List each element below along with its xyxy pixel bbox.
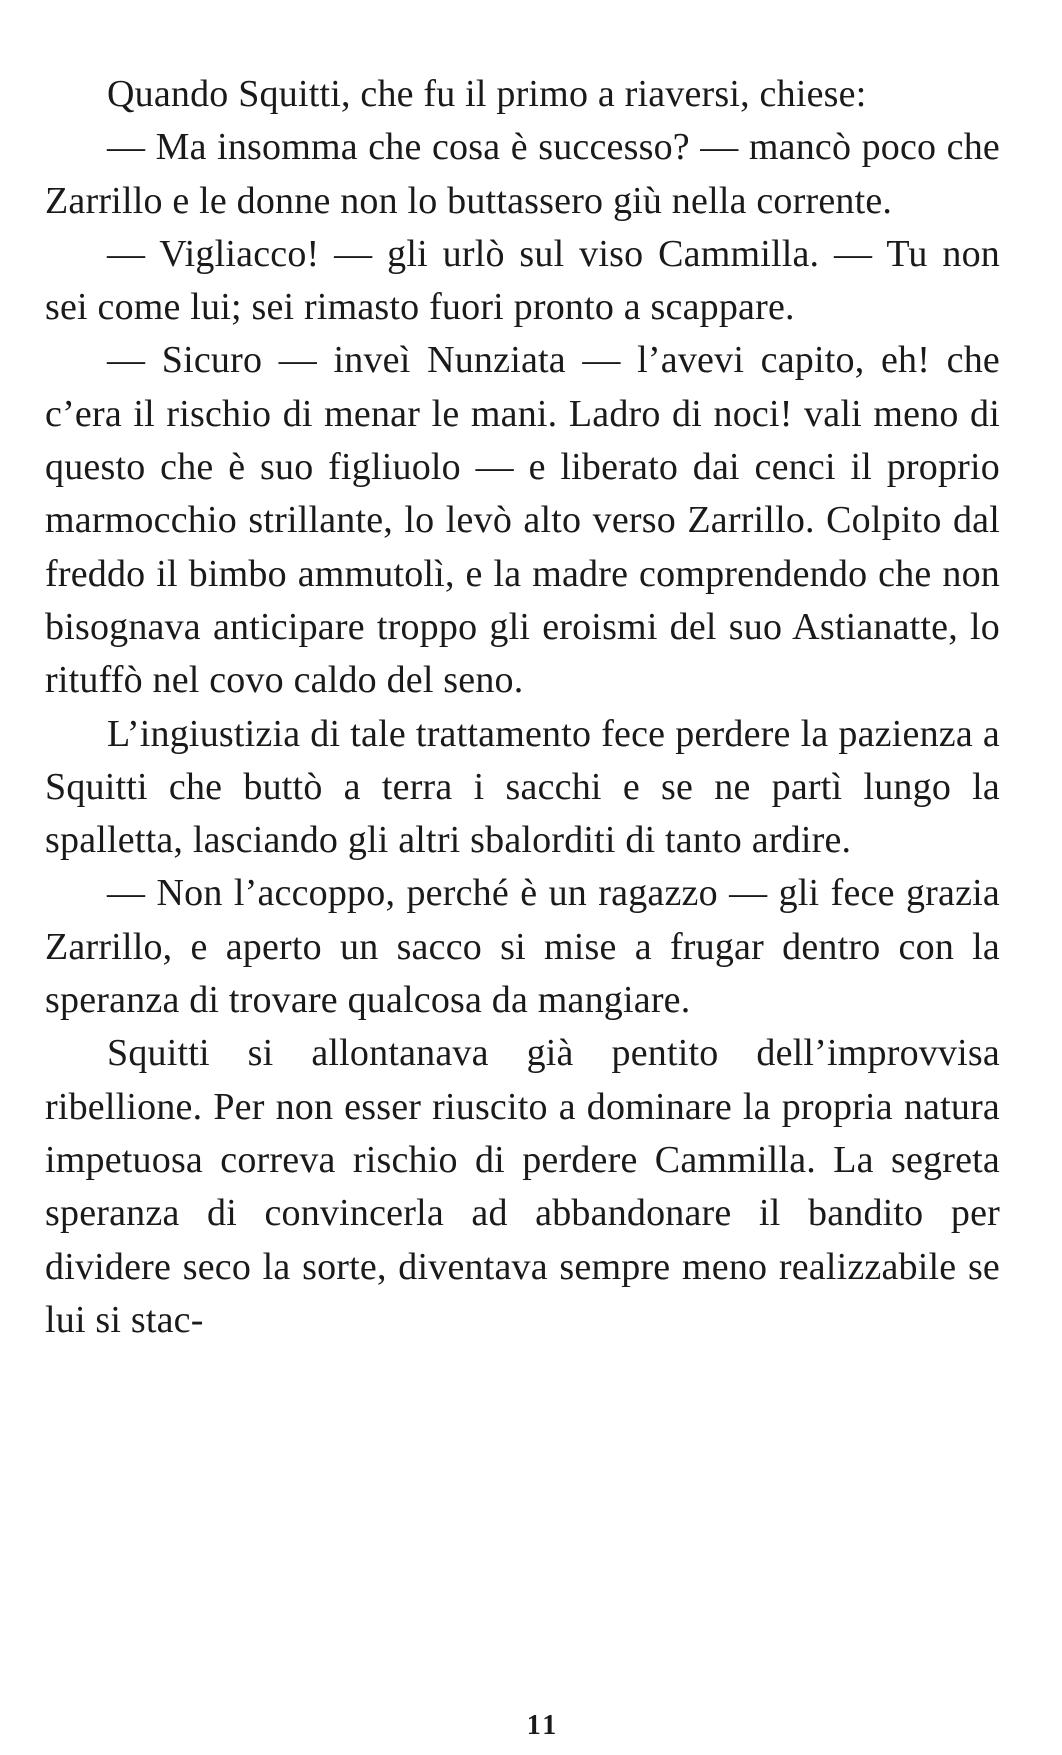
paragraph-5: L’ingiustizia di tale trattamento fece perdere la pazienza a Squitti che buttò a terra i sacchi e se ne partì lungo la spalletta, lasciando gli altri sbalorditi di tanto ardire. — [45, 712, 1000, 862]
page-number: 11 — [526, 1710, 560, 1741]
paragraph-1: Quando Squitti, che fu il primo a riaversi, chiese: — [107, 73, 867, 115]
paragraph-4: — Sicuro — inveì Nunziata — l’avevi capito, eh! che c’era il rischio di menar le mani. Ladro di noci! vali meno di questo che è suo figliuolo — e liberato dai cenci il proprio marmocchio strillante, lo levò alto verso Zarrillo. Colpito dal freddo il bimbo ammutolì, e la madre comprendendo che non bisognava anticipare troppo gli eroismi del suo Astianatte, lo rituffò nel covo caldo del seno. — [45, 339, 1000, 702]
paragraph-7: Squitti si allontanava già pentito dell’improvvisa ribellione. Per non esser riuscito a dominare la propria natura impetuosa correva rischio di perdere Cammilla. La segreta speranza di convincerla ad abbandonare il bandito per dividere seco la sorte, diventava sempre meno realizzabile se lui si stac- — [45, 1032, 1000, 1341]
paragraph-2: — Ma insomma che cosa è successo? — mancò poco che Zarrillo e le donne non lo buttassero giù nella corrente. — [45, 126, 1000, 222]
paragraph-6: — Non l’accoppo, perché è un ragazzo — gli fece grazia Zarrillo, e aperto un sacco si mise a frugar dentro con la speranza di trovare qualcosa da mangiare. — [45, 872, 1000, 1022]
body-text — [45, 68, 1000, 1347]
paragraph-3: — Vigliacco! — gli urlò sul viso Cammilla. — Tu non sei come lui; sei rimasto fuori pronto a scappare. — [45, 232, 1000, 329]
